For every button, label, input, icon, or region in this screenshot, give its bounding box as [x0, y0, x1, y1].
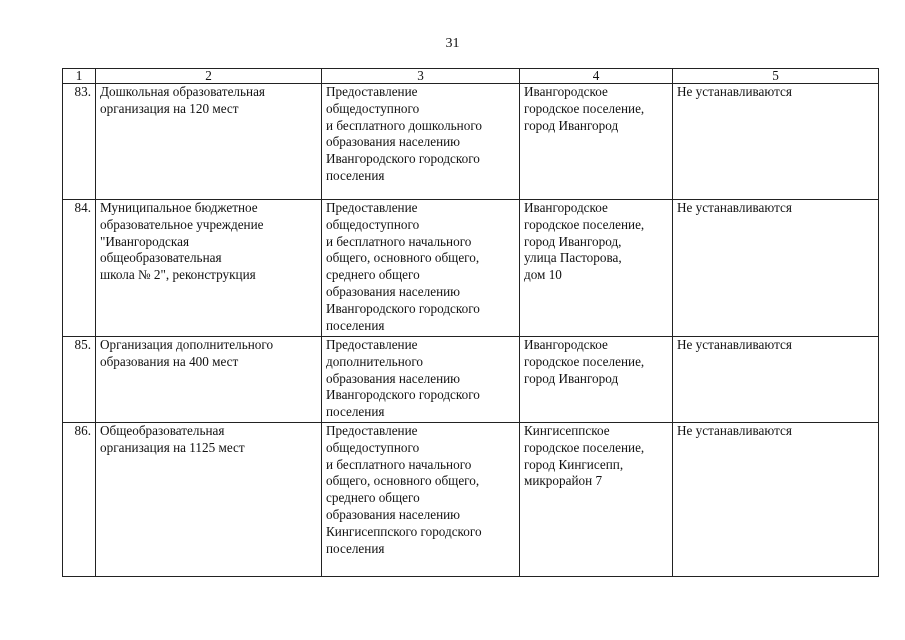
object-purpose: Предоставление общедоступного и бесплатного начального общего, основного общего, среднего общего образования населению Ивангородского городского поселения: [322, 200, 520, 337]
object-purpose: Предоставление дополнительного образования населению Ивангородского городского поселения: [322, 337, 520, 423]
object-purpose: Предоставление общедоступного и бесплатного начального общего, основного общего, среднего общего образования населению Кингисеппского городского поселения: [322, 423, 520, 577]
table-row: [63, 423, 879, 577]
object-name: Муниципальное бюджетное образовательное учреждение "Ивангородская общеобразовательная школа № 2", реконструкция: [96, 200, 322, 337]
objects-table: [62, 68, 879, 577]
object-zones: Не устанавливаются: [673, 423, 879, 577]
object-purpose: Предоставление общедоступного и бесплатного дошкольного образования населению Ивангородского городского поселения: [322, 84, 520, 200]
header-col-1: 1: [63, 69, 96, 84]
object-zones: Не устанавливаются: [673, 337, 879, 423]
table-row: [63, 337, 879, 423]
object-name: Общеобразовательная организация на 1125 мест: [96, 423, 322, 577]
header-col-5: 5: [673, 69, 879, 84]
object-location: Кингисеппское городское поселение, город Кингисепп, микрорайон 7: [520, 423, 673, 577]
object-zones: Не устанавливаются: [673, 84, 879, 200]
header-col-3: 3: [322, 69, 520, 84]
object-location: Ивангородское городское поселение, город Ивангород: [520, 84, 673, 200]
row-number: 86.: [63, 423, 96, 577]
object-location: Ивангородское городское поселение, город Ивангород, улица Пасторова, дом 10: [520, 200, 673, 337]
object-zones: Не устанавливаются: [673, 200, 879, 337]
object-location: Ивангородское городское поселение, город Ивангород: [520, 337, 673, 423]
page-number: 31: [445, 36, 460, 51]
header-col-2: 2: [96, 69, 322, 84]
object-name: Дошкольная образовательная организация на 120 мест: [96, 84, 322, 200]
table-row: [63, 84, 879, 200]
object-name: Организация дополнительного образования на 400 мест: [96, 337, 322, 423]
row-number: 83.: [63, 84, 96, 200]
header-row: [63, 69, 879, 84]
row-number: 84.: [63, 200, 96, 337]
header-col-4: 4: [520, 69, 673, 84]
table-row: [63, 200, 879, 337]
row-number: 85.: [63, 337, 96, 423]
